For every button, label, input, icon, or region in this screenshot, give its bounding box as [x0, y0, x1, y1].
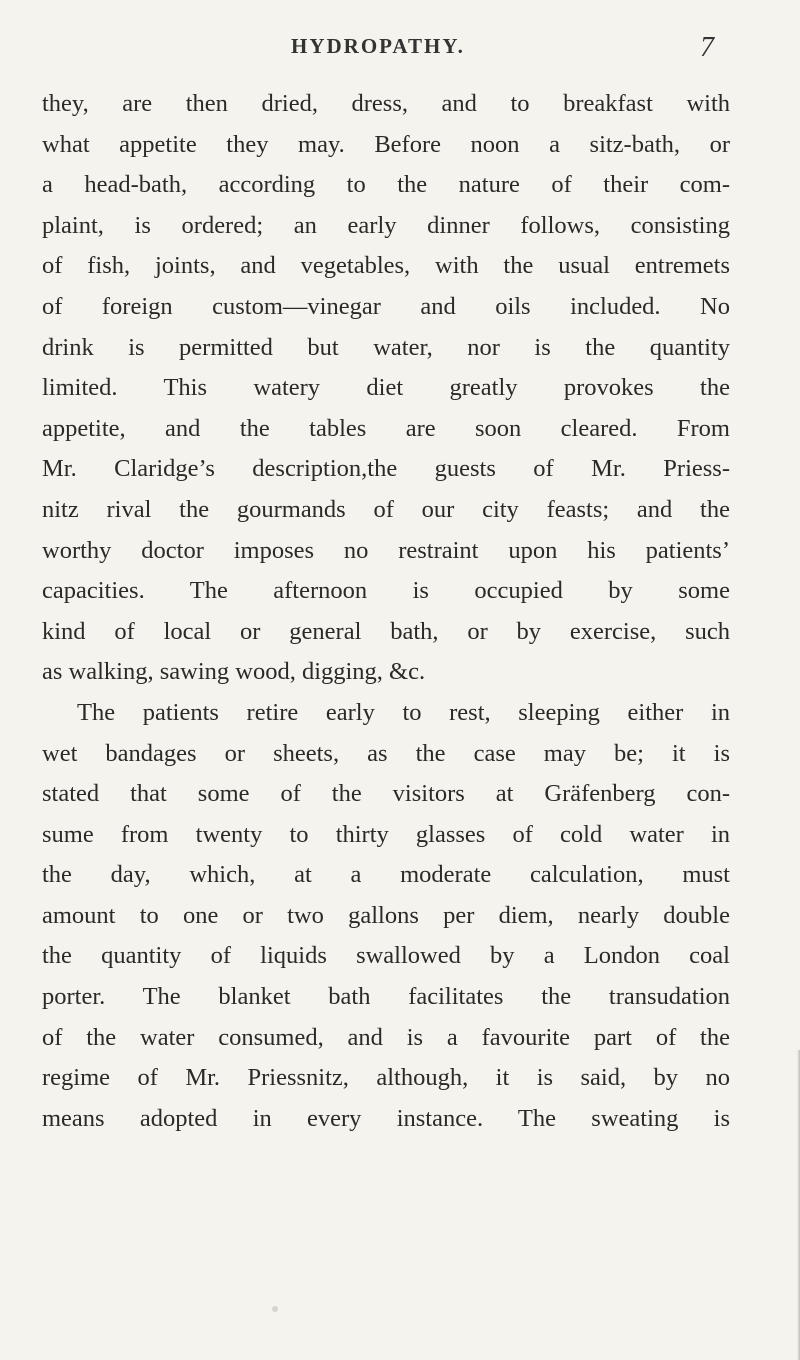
page-title: HYDROPATHY. — [291, 34, 465, 58]
text-line: worthy doctor imposes no restraint upon his patients’ — [42, 536, 730, 564]
text-line: of the water consumed, and is a favourite part of the — [42, 1023, 730, 1051]
text-line: drink is permitted but water, nor is the quantity — [42, 333, 730, 361]
text-line: they, are then dried, dress, and to breakfast with — [42, 90, 730, 117]
text-line: porter. The blanket bath facilitates the transudation — [42, 983, 730, 1011]
text-line: a head-bath, according to the nature of their com- — [42, 171, 730, 199]
text-line: the day, which, at a moderate calculation, must — [42, 861, 730, 889]
text-line: of fish, joints, and vegetables, with the usual entremets — [42, 252, 730, 280]
paper-speck — [272, 1306, 278, 1312]
text-line: wet bandages or sheets, as the case may be; it is — [42, 739, 730, 767]
text-line: capacities. The afternoon is occupied by some — [42, 577, 730, 605]
text-line: regime of Mr. Priessnitz, although, it is said, by no — [42, 1064, 730, 1092]
body-text — [42, 84, 730, 1139]
text-line: limited. This watery diet greatly provokes the — [42, 374, 730, 402]
text-line: what appetite they may. Before noon a sitz-bath, or — [42, 130, 730, 158]
text-line: means adopted in every instance. The sweating is — [42, 1104, 730, 1132]
text-line: kind of local or general bath, or by exercise, such — [42, 617, 730, 645]
text-line: of foreign custom—vinegar and oils included. No — [42, 292, 730, 320]
running-head — [0, 34, 800, 64]
page-number: 7 — [700, 32, 714, 63]
text-line: amount to one or two gallons per diem, nearly double — [42, 901, 730, 929]
paragraph-start-line: The patients retire early to rest, sleeping either in — [77, 698, 730, 726]
paragraph-end-line: as walking, sawing wood, digging, &c. — [42, 658, 426, 686]
text-line: Mr. Claridge’s description,the guests of Mr. Priess- — [42, 455, 730, 483]
text-line: sume from twenty to thirty glasses of cold water in — [42, 820, 730, 848]
text-line: stated that some of the visitors at Gräfenberg con- — [42, 780, 730, 808]
text-line: appetite, and the tables are soon cleared. From — [42, 414, 730, 442]
text-line: plaint, is ordered; an early dinner follows, consisting — [42, 211, 730, 239]
text-line: the quantity of liquids swallowed by a London coal — [42, 942, 730, 970]
text-line: nitz rival the gourmands of our city feasts; and the — [42, 495, 730, 523]
